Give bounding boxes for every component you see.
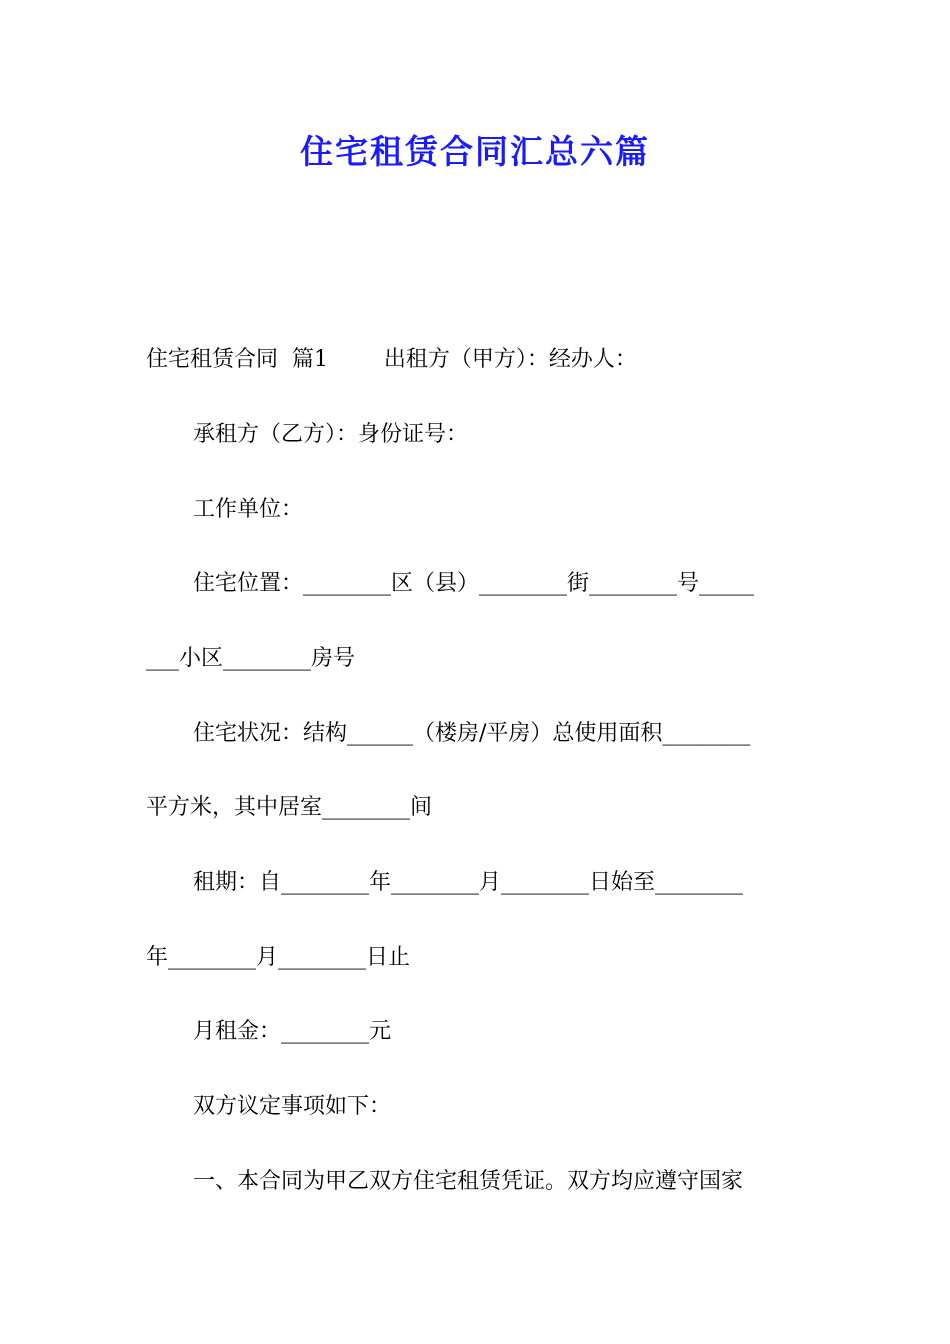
condition-line-cont: 平方米，其中居室________间	[146, 795, 433, 820]
clause-one-line: 一、本合同为甲乙双方住宅租赁凭证。双方均应遵守国家	[193, 1169, 744, 1194]
location-line: 住宅位置：________区（县）________街________号_____	[193, 571, 755, 596]
document-title: 住宅租赁合同汇总六篇	[300, 132, 650, 171]
lease-term-line: 租期：自________年________月________日始至________	[193, 870, 744, 895]
contract-header-line: 住宅租赁合同 篇1 出租方（甲方）：经办人：	[146, 347, 637, 372]
monthly-rent-line: 月租金：________元	[193, 1019, 392, 1044]
lessee-line: 承租方（乙方）：身份证号：	[193, 422, 469, 447]
agreed-items-line: 双方议定事项如下：	[193, 1094, 392, 1119]
lease-term-line-cont: 年________月________日止	[146, 945, 411, 970]
location-line-cont: ___小区________房号	[146, 646, 356, 671]
work-unit-line: 工作单位：	[193, 497, 304, 522]
condition-line: 住宅状况：结构______（楼房/平房）总使用面积________	[193, 721, 751, 746]
